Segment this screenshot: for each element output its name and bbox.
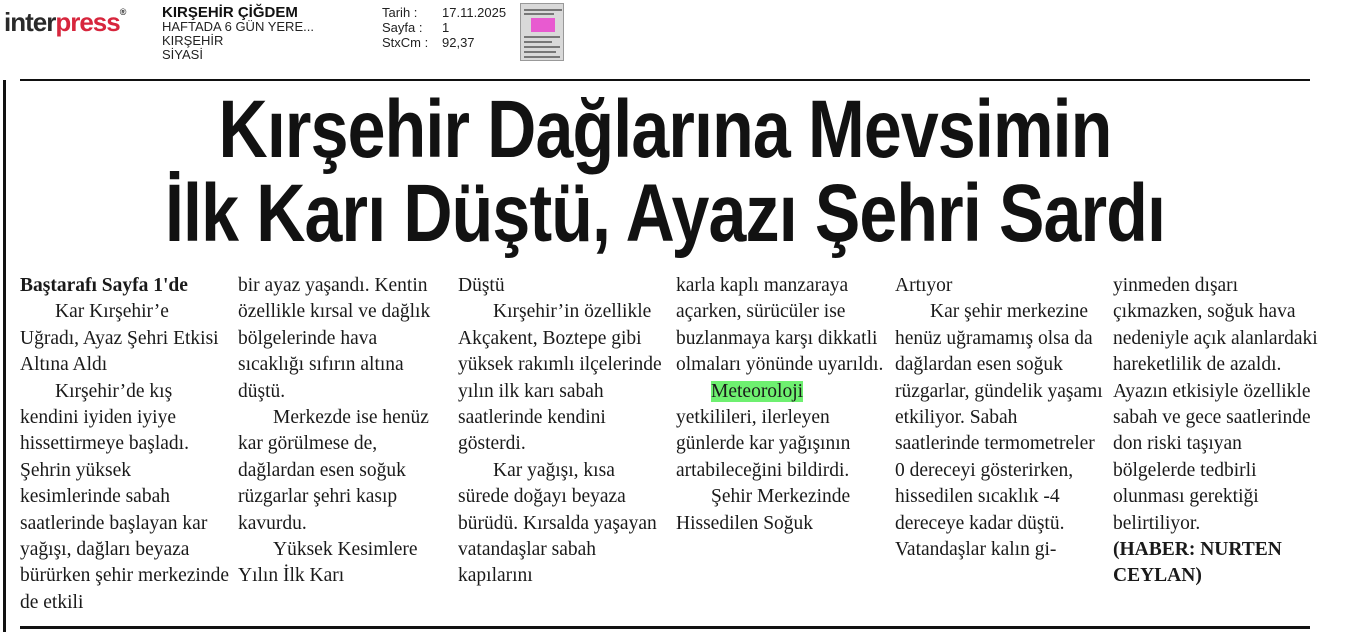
- paragraph-text: yetkilileri, ilerleyen günlerde kar yağışının artabileceğini bildirdi.: [676, 407, 851, 481]
- article-paragraph: [676, 379, 886, 485]
- subheading: Yüksek Kesimlere Yılın İlk Karı: [238, 539, 418, 587]
- top-rule: [20, 79, 1310, 81]
- logo-text-inter: inter: [4, 7, 56, 37]
- article-paragraph: Kırşehir’in özellikle Akçakent, Boztepe gibi yüksek rakımlı ilçelerinde yılın ilk karı sabah saatlerinde kendini gösterdi.: [458, 301, 662, 455]
- page-label: Sayfa :: [382, 20, 423, 35]
- byline: (HABER: NURTEN CEYLAN): [1113, 539, 1282, 587]
- size-value: 92,37: [442, 35, 475, 50]
- page-left-border: [3, 80, 6, 632]
- publication-city: KIRŞEHİR: [162, 33, 224, 48]
- publication-frequency: HAFTADA 6 GÜN YERE...: [162, 19, 314, 34]
- article-paragraph: bir ayaz yaşandı. Kentin özellikle kırsal ve dağlık bölgelerinde hava sıcaklığı sıfırın altına düştü.: [238, 275, 431, 402]
- article-column-4: [676, 273, 886, 537]
- date-value: 17.11.2025: [442, 5, 507, 20]
- article-column-1: [20, 273, 230, 616]
- article-paragraph: Merkezde ise henüz kar görülmese de, dağlardan esen soğuk rüzgarlar şehri kasıp kavurdu.: [238, 407, 429, 534]
- interpress-logo: [4, 7, 125, 38]
- thumbnail-highlight: [531, 18, 555, 32]
- article-paragraph: Kar şehir merkezine henüz uğramamış olsa da dağlardan esen soğuk rüzgarlar, gündelik yaşamı etkiliyor. Sabah saatlerinde termometreler 0 dereceyi gösterirken, hissedilen sıcaklık -4 dereceye kadar düştü. Vatandaşlar kalın gi-: [895, 301, 1103, 561]
- date-label: Tarih :: [382, 5, 418, 20]
- article-paragraph: karla kaplı manzaraya açarken, sürücüler ise buzlanmaya karşı dikkatli olmaları yönünde uyarıldı.: [676, 275, 884, 376]
- headline: [20, 84, 1310, 259]
- publication-info: [162, 6, 314, 62]
- subheading: Kar Kırşehir’e Uğradı, Ayaz Şehri Etkisi Altına Aldı: [20, 301, 219, 376]
- article-column-6: [1113, 273, 1323, 590]
- publication-name: KIRŞEHİR ÇİĞDEM: [162, 4, 298, 21]
- bottom-rule: [20, 626, 1310, 629]
- article-column-3: [458, 273, 668, 590]
- headline-line-2: İlk Karı Düştü, Ayazı Şehri Sardı: [164, 168, 1166, 259]
- publication-category: SİYASİ: [162, 47, 203, 62]
- size-label: StxCm :: [382, 35, 429, 50]
- subheading: Şehir Merkezinde Hissedilen Soğuk: [676, 486, 851, 534]
- subheading-continued: Düştü: [458, 275, 505, 296]
- page-value: 1: [442, 20, 450, 35]
- clipping-meta: [382, 5, 506, 50]
- logo-registered-mark: ®: [119, 7, 126, 17]
- article-column-5: [895, 273, 1105, 563]
- article-paragraph: yinmeden dışarı çıkmazken, soğuk hava nedeniyle açık alanlardaki hareketlilik de azaldı. Ayazın etkisiyle özellikle sabah ve gece saatlerinde don riski taşıyan bölgelerde tedbirli olunması gerektiği belirtiliyor.: [1113, 275, 1318, 534]
- highlighted-keyword: Meteoroloji: [711, 380, 804, 402]
- page-thumbnail[interactable]: [520, 3, 564, 61]
- subheading-continued: Artıyor: [895, 275, 953, 296]
- headline-line-1: Kırşehir Dağlarına Mevsimin: [218, 84, 1112, 175]
- article-column-2: [238, 273, 448, 590]
- logo-text-press: press: [55, 7, 120, 37]
- continued-from-note: Baştarafı Sayfa 1'de: [20, 275, 188, 296]
- article-paragraph: Kar yağışı, kısa sürede doğayı beyaza bürüdü. Kırsalda yaşayan vatandaşlar sabah kapılarını: [458, 459, 657, 587]
- article-paragraph: Kırşehir’de kış kendini iyiden iyiye hissettirmeye başladı. Şehrin yüksek kesimlerinde sabah saatlerinde başlayan kar yağışı, dağları beyaza bürürken şehir merkezinde de etkili: [20, 380, 229, 613]
